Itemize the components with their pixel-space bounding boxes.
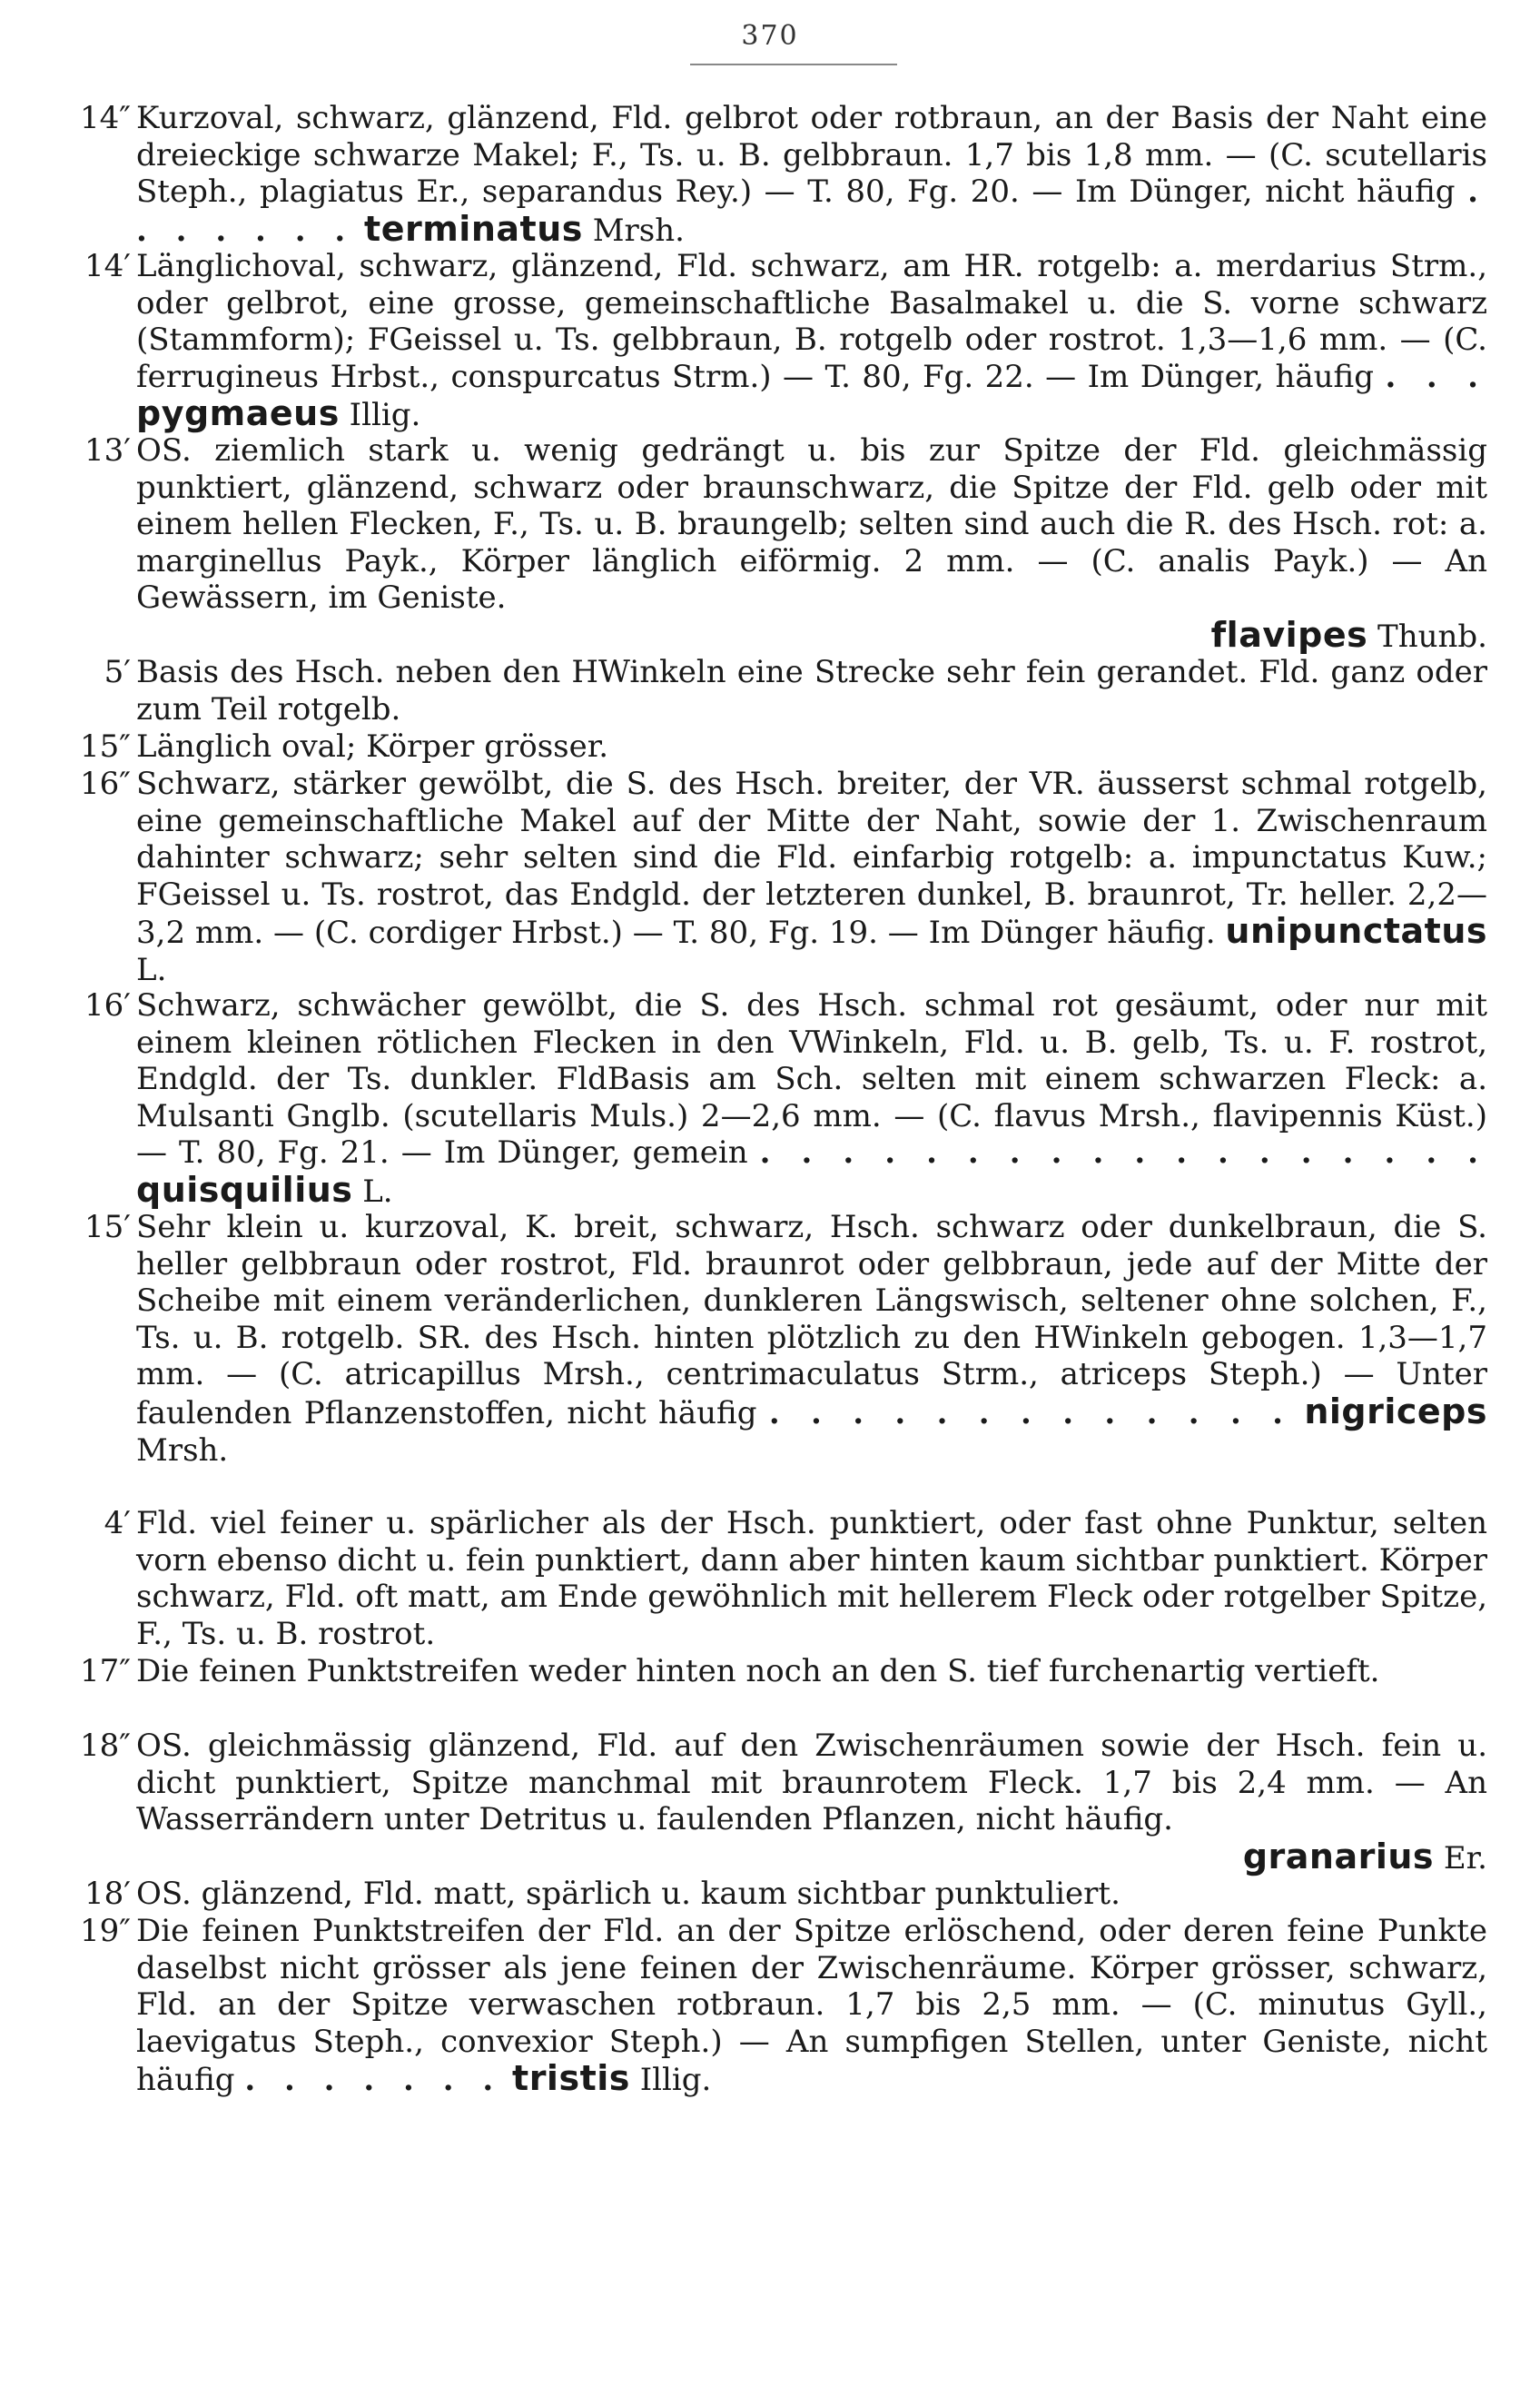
species-author: Thunb. <box>1377 618 1487 655</box>
species-name: quisquilius <box>136 1169 353 1210</box>
species-name: pygmaeus <box>136 393 340 434</box>
entry-text: OS. ziemlich stark u. wenig gedrängt u. bis zur Spitze der Fld. gleichmässig punktiert, glänzend, schwarz oder braunschwarz, die Spitze der Fld. gelb oder mit einem hellen Flecken, F., Ts. u. B. braungelb; selten sind auch die R. des Hsch. rot: a. marginellus Payk., Körper länglich eiförmig. 2 mm. — (C. analis Payk.) — An Gewässern, im Geniste. <box>136 432 1487 617</box>
species-name: unipunctatus <box>1225 911 1487 952</box>
key-entry <box>84 432 1487 655</box>
leader-dots: . . . . . . . . . . . . . <box>768 1394 1292 1431</box>
entry-text: Kurzoval, schwarz, glänzend, Fld. gelbrot oder rotbraun, an der Basis der Naht eine dreieckige schwarze Makel; F., Ts. u. B. gelbbraun. 1,7 bis 1,8 mm. — (C. scutellaris Steph., plagiatus Er., separandus Rey.) — T. 80, Fg. 20. — Im Dünger, nicht häufig <box>136 100 1487 211</box>
species-name: terminatus <box>364 208 583 249</box>
leader-dots: . . . . . . . . . . . . . . . . . . <box>759 1134 1488 1172</box>
couplet-number: 19″ <box>80 1913 131 1949</box>
entry-text: Die feinen Punktstreifen der Fld. an der Spitze erlöschend, oder deren feine Punkte daselbst nicht grösser als jene feinen der Zwischenräume. Körper grösser, schwarz, Fld. an der Spitze verwaschen rotbraun. 1,7 bis 2,5 mm. — (C. minutus Gyll., laevigatus Steph., convexior Steph.) — An sumpfigen Stellen, unter Geniste, nicht häufig <box>136 1913 1487 2099</box>
species-name: flavipes <box>1210 614 1368 655</box>
couplet-number: 16″ <box>80 766 131 802</box>
couplet-number: 13′ <box>84 432 131 469</box>
species-name: nigriceps <box>1304 1391 1487 1431</box>
couplet-number: 14′ <box>84 248 131 284</box>
key-entry <box>84 248 1487 434</box>
couplet-number: 15″ <box>80 728 131 765</box>
couplet-number: 18′ <box>84 1876 131 1912</box>
key-entry <box>84 1209 1487 1505</box>
entry-text: Die feinen Punktstreifen weder hinten noch an den S. tief furchenartig vertieft. <box>136 1653 1380 1689</box>
entry-text: Basis des Hsch. neben den HWinkeln eine Strecke sehr fein gerandet. Fld. ganz oder zum Teil rotgelb. <box>136 654 1487 728</box>
key-entry <box>80 100 1487 249</box>
entry-text: OS. glänzend, Fld. matt, spärlich u. kaum sichtbar punktuliert. <box>136 1876 1120 1912</box>
leader-dots: . . . <box>1385 358 1487 395</box>
species-line <box>136 1838 1487 1877</box>
header-rule <box>690 64 897 65</box>
entry-text: Schwarz, schwächer gewölbt, die S. des Hsch. schmal rot gesäumt, oder nur mit einem kleinen rötlichen Flecken in den VWinkeln, Fld. u. B. gelb, Ts. u. F. rostrot, Endgld. der Ts. dunkler. FldBasis am Sch. selten mit einem schwarzen Fleck: a. Mulsanti Gnglb. (scutellaris Muls.) 2—2,6 mm. — (C. flavus Mrsh., flavipennis Küst.) — T. 80, Fg. 21. — Im Dünger, gemein <box>136 987 1487 1172</box>
couplet-number: 4′ <box>104 1505 131 1541</box>
species-author: L. <box>136 951 167 988</box>
entry-text: Länglich oval; Körper grösser. <box>136 728 609 765</box>
species-author: Illig. <box>639 2062 712 2099</box>
entry-text: Schwarz, stärker gewölbt, die S. des Hsch. breiter, der VR. äusserst schmal rotgelb, eine gemeinschaftliche Makel auf der Mitte der Naht, sowie der 1. Zwischenraum dahinter schwarz; sehr selten sind die Fld. einfarbig rotgelb: a. impunctatus Kuw.; FGeissel u. Ts. rostrot, das Endgld. der letzteren dunkel, B. braunrot, Tr. heller. 2,2—3,2 mm. — (C. cordiger Hrbst.) — T. 80, Fg. 19. — Im Dünger häufig. <box>136 766 1487 952</box>
species-name: tristis <box>512 2058 630 2099</box>
couplet-number: 16′ <box>84 987 131 1024</box>
couplet-number: 5′ <box>104 654 131 690</box>
leader-dots: . . . . . . . <box>244 2062 503 2099</box>
species-author: Mrsh. <box>136 1431 229 1469</box>
entry-text: OS. gleichmässig glänzend, Fld. auf den Zwischenräumen sowie der Hsch. fein u. dicht punktiert, Spitze manchmal mit braunrotem Fleck. 1,7 bis 2,4 mm. — An Wasserrändern unter Detritus u. faulenden Pflanzen, nicht häufig. <box>136 1728 1487 1838</box>
key-entry <box>104 1505 1488 1653</box>
species-author: Er. <box>1443 1839 1487 1876</box>
key-entries <box>80 100 1488 2099</box>
key-entry <box>104 654 1487 728</box>
key-entry <box>80 1728 1487 1876</box>
key-entry <box>84 987 1488 1210</box>
entry-text: Sehr klein u. kurzoval, K. breit, schwarz, Hsch. schwarz oder dunkelbraun, die S. heller gelbbraun oder rostrot, Fld. braunrot oder gelbbraun, jede auf der Mitte der Scheibe mit einem veränderlichen, dunkleren Längswisch, seltener ohne solchen, F., Ts. u. B. rotgelb. SR. des Hsch. hinten plötzlich zu den HWinkeln gebogen. 1,3—1,7 mm. — (C. atricapillus Mrsh., centrimaculatus Strm., atriceps Steph.) — Unter faulenden Pflanzenstoffen, nicht häufig <box>136 1209 1487 1431</box>
couplet-number: 18″ <box>80 1728 131 1764</box>
couplet-number: 15′ <box>84 1209 131 1245</box>
couplet-number: 17″ <box>80 1653 131 1689</box>
species-author: L. <box>362 1173 393 1210</box>
page-number: 370 <box>741 20 799 52</box>
species-author: Mrsh. <box>592 212 685 249</box>
couplet-number: 14″ <box>80 100 131 136</box>
entry-text: Fld. viel feiner u. spärlicher als der Hsch. punktiert, oder fast ohne Punktur, selten vorn ebenso dicht u. fein punktiert, dann aber hinten kaum sichtbar punktiert. Körper schwarz, Fld. oft matt, am Ende gewöhnlich mit hellerem Fleck oder rotgelber Spitze, F., Ts. u. B. rostrot. <box>136 1505 1488 1652</box>
key-entry <box>80 728 1487 766</box>
key-entry <box>80 766 1487 988</box>
leader-dots: . . . . . . . <box>136 173 1487 249</box>
species-line <box>136 614 1487 656</box>
key-entry <box>84 1876 1487 1913</box>
species-author: Illig. <box>349 397 421 434</box>
species-name: granarius <box>1242 1836 1435 1876</box>
key-entry <box>80 1653 1487 1728</box>
entry-text: Länglichoval, schwarz, glänzend, Fld. schwarz, am HR. rotgelb: a. merdarius Strm., oder gelbrot, eine grosse, gemeinschaftliche Basalmakel u. die S. vorne schwarz (Stammform); FGeissel u. Ts. gelbbraun, B. rotgelb oder rostrot. 1,3—1,6 mm. — (C. ferrugineus Hrbst., conspurcatus Strm.) — T. 80, Fg. 22. — Im Dünger, häufig <box>136 248 1487 395</box>
key-entry <box>80 1913 1487 2099</box>
